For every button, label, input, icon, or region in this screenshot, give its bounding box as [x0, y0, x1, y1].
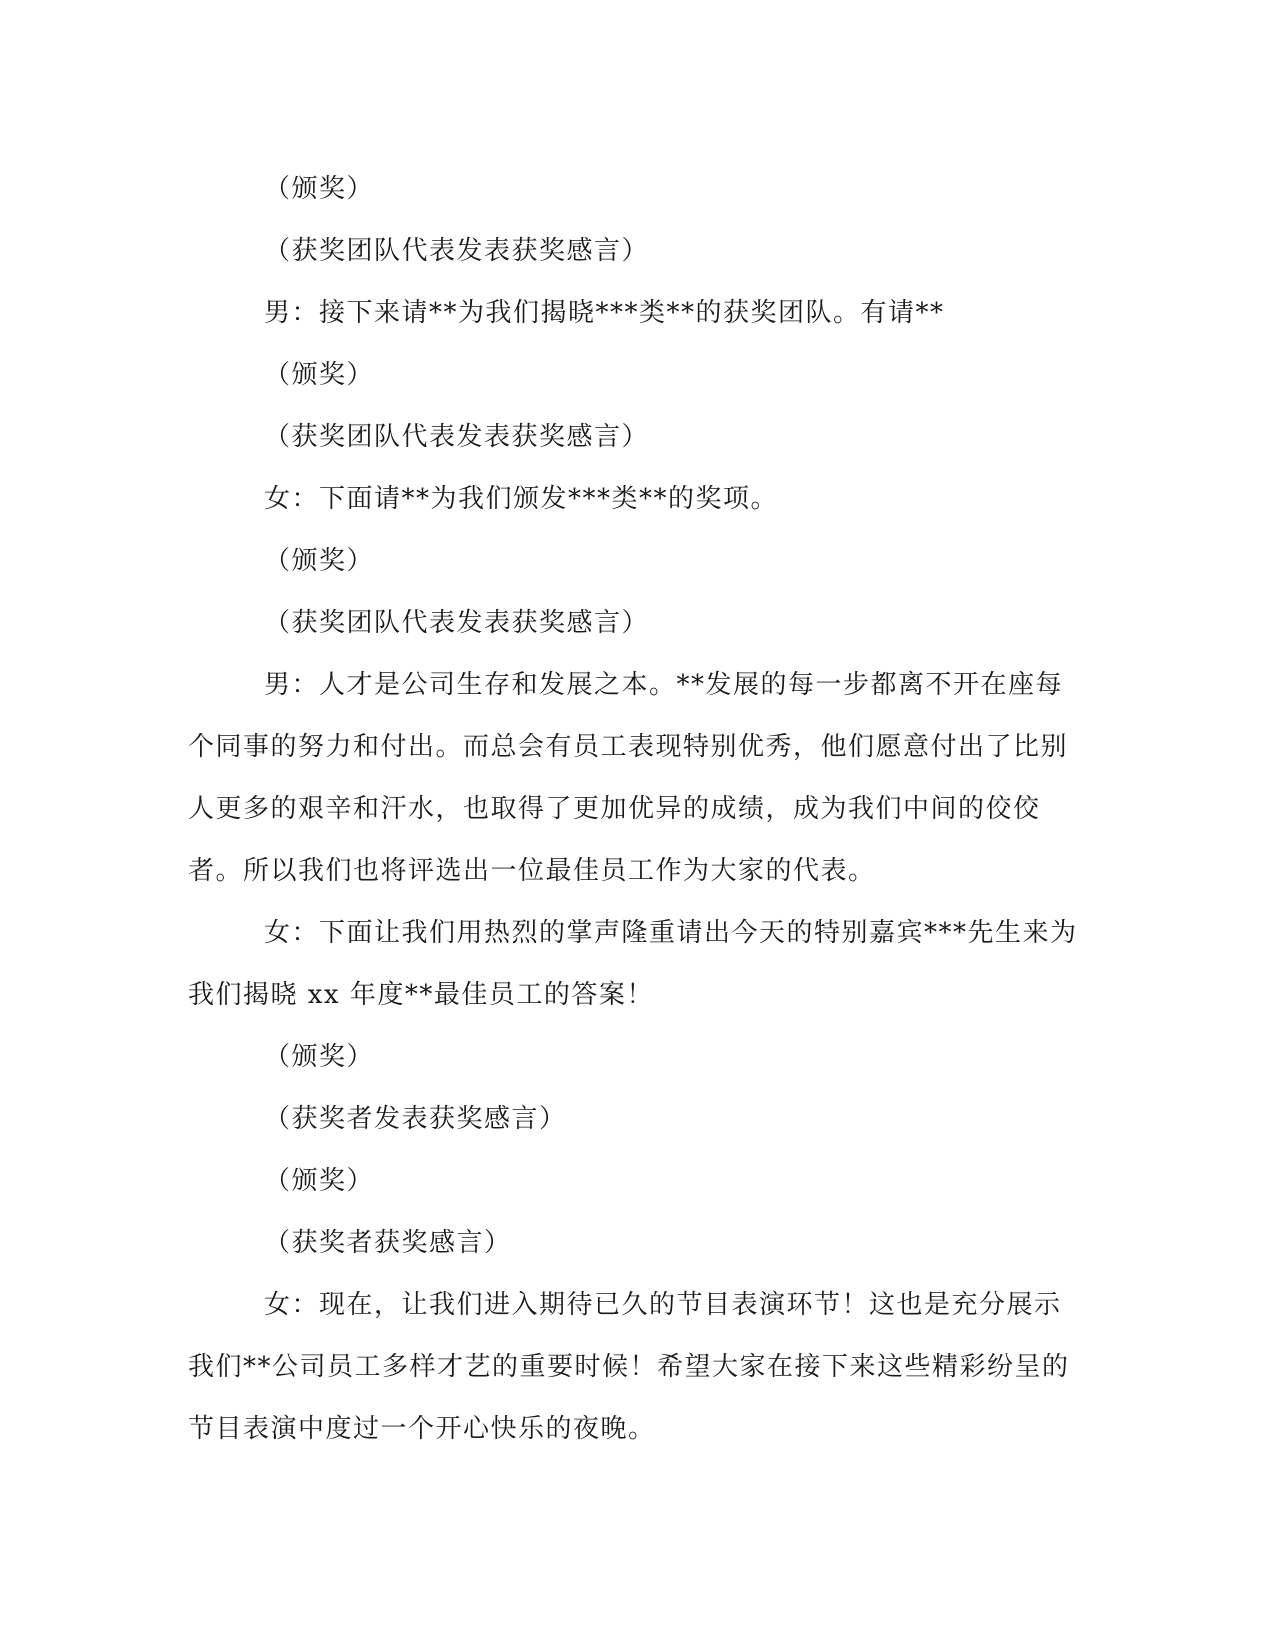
paragraph: 女：下面让我们用热烈的掌声隆重请出今天的特别嘉宾***先生来为我们揭晓 xx 年度**最佳员工的答案！: [188, 918, 1078, 1010]
document-body: [188, 158, 1078, 1460]
paragraph: （颁奖）: [264, 546, 375, 576]
paragraph: 女：现在，让我们进入期待已久的节目表演环节！这也是充分展示我们**公司员工多样才艺的重要时候！希望大家在接下来这些精彩纷呈的节目表演中度过一个开心快乐的夜晚。: [188, 1290, 1070, 1444]
paragraph: （获奖团队代表发表获奖感言）: [264, 236, 650, 266]
paragraph: （获奖者获奖感言）: [264, 1228, 512, 1258]
paragraph: （颁奖）: [264, 1042, 375, 1072]
paragraph: 男：人才是公司生存和发展之本。**发展的每一步都离不开在座每个同事的努力和付出。而总会有员工表现特别优秀，他们愿意付出了比别人更多的艰辛和汗水，也取得了更加优异的成绩，成为我们中间的佼佼者。所以我们也将评选出一位最佳员工作为大家的代表。: [188, 670, 1069, 886]
paragraph: 女：下面请**为我们颁发***类**的奖项。: [264, 484, 779, 514]
paragraph: （颁奖）: [264, 174, 375, 204]
paragraph: （获奖者发表获奖感言）: [264, 1104, 567, 1134]
paragraph: （颁奖）: [264, 360, 375, 390]
paragraph: 男：接下来请**为我们揭晓***类**的获奖团队。有请**: [264, 298, 945, 328]
paragraph: （获奖团队代表发表获奖感言）: [264, 608, 650, 638]
paragraph: （颁奖）: [264, 1166, 375, 1196]
paragraph: （获奖团队代表发表获奖感言）: [264, 422, 650, 452]
